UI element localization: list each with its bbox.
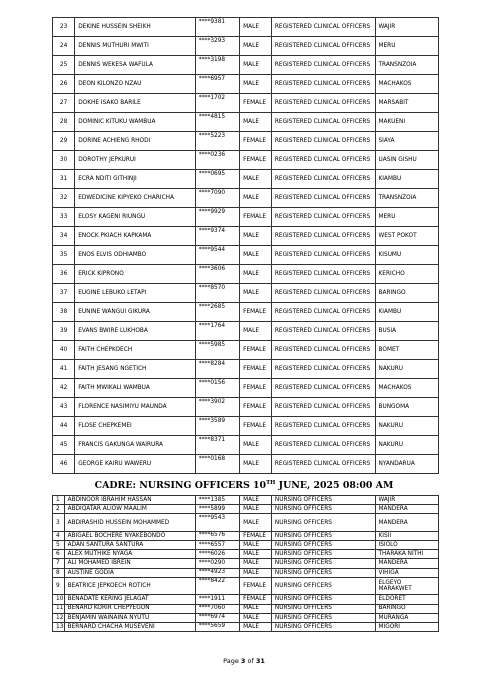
table-row (53, 303, 439, 322)
page-footer (0, 657, 488, 665)
candidate-name: ABDINOOR IBRAHIM HASSAN (64, 496, 195, 505)
row-number: 31 (53, 170, 75, 189)
row-number: 45 (53, 436, 75, 455)
row-number: 5 (53, 541, 65, 550)
candidate-id: ****3589 (195, 417, 239, 436)
candidate-gender: FEMALE (240, 577, 272, 595)
row-number: 38 (53, 303, 75, 322)
candidate-county: ELDORET (375, 595, 439, 604)
row-number: 42 (53, 379, 75, 398)
candidate-county: ISIOLO (375, 541, 439, 550)
cadre-heading-ordinal: TH (266, 480, 276, 486)
candidate-name: AUSTINE GODIA (64, 568, 195, 577)
table-row (53, 360, 439, 379)
table-row (53, 379, 439, 398)
candidate-name: FAITH MWIKALI WAMBUA (75, 379, 196, 398)
candidate-name: DOMINIC KITUKU WAMBUA (75, 113, 196, 132)
candidate-gender: MALE (240, 455, 272, 474)
row-number: 13 (53, 622, 65, 631)
candidate-gender: MALE (240, 18, 272, 37)
table-row (53, 550, 439, 559)
candidate-id: ****4923 (195, 568, 239, 577)
candidate-id: ****3902 (195, 398, 239, 417)
candidate-cadre: NURSING OFFICERS (271, 514, 375, 532)
candidate-id: ****0290 (195, 559, 239, 568)
candidate-name: BENJAMIN WAINAINA NYUTU (64, 613, 195, 622)
candidate-gender: MALE (240, 246, 272, 265)
row-number: 12 (53, 613, 65, 622)
candidate-name: DEON KILONZO NZAU (75, 75, 196, 94)
table-row (53, 75, 439, 94)
row-number: 27 (53, 94, 75, 113)
candidate-gender: MALE (240, 559, 272, 568)
candidate-gender: FEMALE (240, 360, 272, 379)
candidate-id: ****6026 (195, 550, 239, 559)
candidate-id: ****6957 (195, 75, 239, 94)
candidate-cadre: REGISTERED CLINICAL OFFICERS (271, 227, 375, 246)
candidate-county: BUSIA (375, 322, 439, 341)
candidate-gender: FEMALE (240, 151, 272, 170)
candidate-gender: MALE (240, 496, 272, 505)
candidate-cadre: REGISTERED CLINICAL OFFICERS (271, 151, 375, 170)
candidate-county: KIAMBU (375, 170, 439, 189)
candidate-cadre: NURSING OFFICERS (271, 577, 375, 595)
candidate-name: ECRA NDITI GITHINJI (75, 170, 196, 189)
candidate-id: ****1385 (195, 496, 239, 505)
table-row (53, 568, 439, 577)
candidate-county: BARINGO (375, 284, 439, 303)
row-number: 43 (53, 398, 75, 417)
page-label: Page (223, 657, 241, 665)
candidate-cadre: REGISTERED CLINICAL OFFICERS (271, 303, 375, 322)
candidate-name: BERNARD CHACHA MUSEVENI (64, 622, 195, 631)
row-number: 9 (53, 577, 65, 595)
candidate-gender: MALE (240, 550, 272, 559)
candidate-name: ABIGAEL BOCHERE NYAKEBONDO (64, 531, 195, 540)
candidate-name: BENADATE KERING JELAGAT (64, 595, 195, 604)
candidate-cadre: NURSING OFFICERS (271, 622, 375, 631)
table-row (53, 531, 439, 540)
candidate-cadre: NURSING OFFICERS (271, 568, 375, 577)
candidate-id: ****1702 (195, 94, 239, 113)
table-row (53, 132, 439, 151)
candidate-cadre: REGISTERED CLINICAL OFFICERS (271, 284, 375, 303)
candidate-id: ****5985 (195, 341, 239, 360)
candidate-id: ****9374 (195, 227, 239, 246)
candidate-gender: FEMALE (240, 531, 272, 540)
candidate-name: EUNINE WANGUI GIKURA (75, 303, 196, 322)
candidate-county: MERU (375, 208, 439, 227)
candidate-id: ****6557 (195, 541, 239, 550)
row-number: 23 (53, 18, 75, 37)
candidate-name: FAITH CHEPKOECH (75, 341, 196, 360)
table-row (53, 37, 439, 56)
candidate-name: BENARD KORIR CHEPYEGON (64, 604, 195, 613)
candidate-cadre: REGISTERED CLINICAL OFFICERS (271, 379, 375, 398)
candidate-name: ABDIRASHID HUSSEIN MOHAMMED (64, 514, 195, 532)
candidate-id: ****0236 (195, 151, 239, 170)
candidate-gender: MALE (240, 56, 272, 75)
row-number: 39 (53, 322, 75, 341)
candidate-gender: MALE (240, 189, 272, 208)
candidate-gender: MALE (240, 436, 272, 455)
row-number: 28 (53, 113, 75, 132)
candidate-id: ****7090 (195, 189, 239, 208)
candidate-county: TRANSNZOIA (375, 56, 439, 75)
table-row (53, 322, 439, 341)
row-number: 29 (53, 132, 75, 151)
row-number: 46 (53, 455, 75, 474)
candidate-county: MIGORI (375, 622, 439, 631)
candidate-gender: MALE (240, 541, 272, 550)
page-of-label: of (245, 657, 256, 665)
candidate-county: SIAYA (375, 132, 439, 151)
candidate-id: ****8284 (195, 360, 239, 379)
candidate-gender: FEMALE (240, 94, 272, 113)
candidate-county: VIHIGA (375, 568, 439, 577)
candidate-cadre: REGISTERED CLINICAL OFFICERS (271, 246, 375, 265)
table-row (53, 113, 439, 132)
table-row (53, 151, 439, 170)
candidate-id: ****4815 (195, 113, 239, 132)
candidate-cadre: REGISTERED CLINICAL OFFICERS (271, 37, 375, 56)
candidate-county: KISUMU (375, 246, 439, 265)
row-number: 6 (53, 550, 65, 559)
candidate-gender: MALE (240, 75, 272, 94)
candidate-cadre: NURSING OFFICERS (271, 550, 375, 559)
candidate-gender: MALE (240, 265, 272, 284)
candidate-county: KIAMBU (375, 303, 439, 322)
table-row (53, 577, 439, 595)
candidate-county: MACHAKOS (375, 75, 439, 94)
candidate-cadre: REGISTERED CLINICAL OFFICERS (271, 360, 375, 379)
table-row (53, 189, 439, 208)
row-number: 24 (53, 37, 75, 56)
candidate-cadre: REGISTERED CLINICAL OFFICERS (271, 322, 375, 341)
candidate-gender: FEMALE (240, 303, 272, 322)
candidate-gender: MALE (240, 322, 272, 341)
candidate-name: DOROTHY JEPKURUI (75, 151, 196, 170)
table-row (53, 505, 439, 514)
row-number: 10 (53, 595, 65, 604)
row-number: 2 (53, 505, 65, 514)
candidate-gender: FEMALE (240, 417, 272, 436)
candidate-county: MANDERA (375, 559, 439, 568)
candidate-id: ****5899 (195, 505, 239, 514)
row-number: 37 (53, 284, 75, 303)
candidate-name: ELOSY KAGENI RIUNGU (75, 208, 196, 227)
row-number: 34 (53, 227, 75, 246)
table-row (53, 559, 439, 568)
row-number: 11 (53, 604, 65, 613)
table-row (53, 341, 439, 360)
candidate-county: NAKURU (375, 417, 439, 436)
candidate-cadre: REGISTERED CLINICAL OFFICERS (271, 398, 375, 417)
candidate-id: ****0156 (195, 379, 239, 398)
candidate-county: NAKURU (375, 436, 439, 455)
candidate-gender: MALE (240, 568, 272, 577)
candidate-id: ****5223 (195, 132, 239, 151)
table-row (53, 246, 439, 265)
candidate-name: ENOCK PKIACH KAPKAMA (75, 227, 196, 246)
page-total: 31 (255, 657, 265, 665)
candidate-gender: MALE (240, 227, 272, 246)
candidate-name: EUGINE LEBUKO LETAPI (75, 284, 196, 303)
candidate-cadre: NURSING OFFICERS (271, 559, 375, 568)
table-row (53, 417, 439, 436)
row-number: 40 (53, 341, 75, 360)
candidate-id: ****6974 (195, 613, 239, 622)
candidate-gender: MALE (240, 613, 272, 622)
candidate-county: BUNGOMA (375, 398, 439, 417)
candidate-county: THARAKA NITHI (375, 550, 439, 559)
candidate-cadre: NURSING OFFICERS (271, 613, 375, 622)
candidate-id: ****7060 (195, 604, 239, 613)
candidate-county: MAKUENI (375, 113, 439, 132)
candidate-id: ****5659 (195, 622, 239, 631)
row-number: 32 (53, 189, 75, 208)
candidate-name: ALI MOHAMED IBREIN (64, 559, 195, 568)
cadre-heading (0, 480, 488, 491)
cadre-heading-text: CADRE: NURSING OFFICERS 10 (94, 480, 267, 492)
candidate-id: ****8422 (195, 577, 239, 595)
candidate-gender: MALE (240, 284, 272, 303)
candidate-county: MANDERA (375, 505, 439, 514)
candidate-name: EDWEDICINE KIPYEKO CHARICHA (75, 189, 196, 208)
candidate-cadre: REGISTERED CLINICAL OFFICERS (271, 436, 375, 455)
candidate-name: FLOSE CHEPKEMEI (75, 417, 196, 436)
candidate-county: BOMET (375, 341, 439, 360)
candidate-id: ****1764 (195, 322, 239, 341)
candidate-id: ****9544 (195, 246, 239, 265)
candidate-county: BARINGO (375, 604, 439, 613)
table-row (53, 208, 439, 227)
candidate-county: MACHAKOS (375, 379, 439, 398)
candidate-name: ENOS ELVIS ODHIAMBO (75, 246, 196, 265)
candidate-cadre: REGISTERED CLINICAL OFFICERS (271, 113, 375, 132)
row-number: 3 (53, 514, 65, 532)
candidate-name: ABDIQATAR ALIOW MAALIM (64, 505, 195, 514)
candidate-gender: MALE (240, 622, 272, 631)
candidate-cadre: REGISTERED CLINICAL OFFICERS (271, 170, 375, 189)
row-number: 36 (53, 265, 75, 284)
candidate-name: BEATRICE JEPKOECH ROTICH (64, 577, 195, 595)
candidate-county: UASIN GISHU (375, 151, 439, 170)
row-number: 8 (53, 568, 65, 577)
candidate-cadre: REGISTERED CLINICAL OFFICERS (271, 189, 375, 208)
candidate-name: ALEX MUTHIKE NYAGA (64, 550, 195, 559)
candidate-cadre: REGISTERED CLINICAL OFFICERS (271, 56, 375, 75)
candidate-name: DOKHE ISAKO BARILE (75, 94, 196, 113)
candidate-name: FLORENCE NASIMIYU MAUNDA (75, 398, 196, 417)
candidate-gender: MALE (240, 113, 272, 132)
row-number: 44 (53, 417, 75, 436)
candidate-name: GEORGE KAIRU WAWERU (75, 455, 196, 474)
table-row (53, 94, 439, 113)
candidate-gender: MALE (240, 37, 272, 56)
candidate-gender: FEMALE (240, 341, 272, 360)
table-row (53, 170, 439, 189)
candidate-gender: MALE (240, 514, 272, 532)
candidate-id: ****0168 (195, 455, 239, 474)
candidate-id: ****9929 (195, 208, 239, 227)
candidate-cadre: NURSING OFFICERS (271, 541, 375, 550)
row-number: 4 (53, 531, 65, 540)
candidate-cadre: NURSING OFFICERS (271, 595, 375, 604)
candidate-gender: FEMALE (240, 379, 272, 398)
row-number: 1 (53, 496, 65, 505)
row-number: 7 (53, 559, 65, 568)
candidate-county: MURANGA (375, 613, 439, 622)
candidate-cadre: NURSING OFFICERS (271, 505, 375, 514)
candidate-name: FAITH JESANG NGETICH (75, 360, 196, 379)
candidate-county: TRANSNZOIA (375, 189, 439, 208)
candidate-id: ****3198 (195, 56, 239, 75)
candidate-gender: FEMALE (240, 398, 272, 417)
nursing-officers-table-body (53, 496, 439, 632)
candidate-name: DENNIS MUTHURI MWITI (75, 37, 196, 56)
candidate-gender: FEMALE (240, 132, 272, 151)
table-row (53, 595, 439, 604)
candidate-id: ****2685 (195, 303, 239, 322)
candidate-county: MANDERA (375, 514, 439, 532)
candidate-cadre: REGISTERED CLINICAL OFFICERS (271, 18, 375, 37)
table-row (53, 613, 439, 622)
table-row (53, 496, 439, 505)
candidate-cadre: REGISTERED CLINICAL OFFICERS (271, 341, 375, 360)
candidate-id: ****8371 (195, 436, 239, 455)
row-number: 25 (53, 56, 75, 75)
candidate-cadre: REGISTERED CLINICAL OFFICERS (271, 94, 375, 113)
table-row (53, 18, 439, 37)
candidate-cadre: REGISTERED CLINICAL OFFICERS (271, 208, 375, 227)
candidate-county: MERU (375, 37, 439, 56)
candidate-cadre: NURSING OFFICERS (271, 604, 375, 613)
candidate-county: ELGEYO MARAKWET (375, 577, 439, 595)
candidate-cadre: REGISTERED CLINICAL OFFICERS (271, 265, 375, 284)
candidate-id: ****6576 (195, 531, 239, 540)
candidate-cadre: REGISTERED CLINICAL OFFICERS (271, 455, 375, 474)
table-row (53, 604, 439, 613)
candidate-name: ADAN SANTURA SANTURA (64, 541, 195, 550)
row-number: 35 (53, 246, 75, 265)
table-row (53, 541, 439, 550)
table-row (53, 398, 439, 417)
table-row (53, 455, 439, 474)
table-row (53, 622, 439, 631)
row-number: 41 (53, 360, 75, 379)
candidate-cadre: NURSING OFFICERS (271, 496, 375, 505)
clinical-officers-table-body (53, 18, 439, 474)
row-number: 30 (53, 151, 75, 170)
nursing-officers-table (52, 495, 439, 632)
candidate-id: ****9381 (195, 18, 239, 37)
candidate-id: ****3606 (195, 265, 239, 284)
table-row (53, 436, 439, 455)
row-number: 33 (53, 208, 75, 227)
table-row (53, 227, 439, 246)
candidate-county: WAJIR (375, 18, 439, 37)
candidate-cadre: REGISTERED CLINICAL OFFICERS (271, 75, 375, 94)
candidate-gender: FEMALE (240, 595, 272, 604)
candidate-gender: MALE (240, 170, 272, 189)
candidate-county: WEST POKOT (375, 227, 439, 246)
clinical-officers-table (52, 17, 439, 474)
candidate-gender: FEMALE (240, 208, 272, 227)
row-number: 26 (53, 75, 75, 94)
candidate-gender: MALE (240, 505, 272, 514)
candidate-name: EVANS BWIRE LUKHOBA (75, 322, 196, 341)
cadre-heading-date: JUNE, 2025 08:00 AM (275, 480, 394, 492)
candidate-id: ****3293 (195, 37, 239, 56)
candidate-cadre: REGISTERED CLINICAL OFFICERS (271, 132, 375, 151)
candidate-county: KERICHO (375, 265, 439, 284)
candidate-name: FRANCIS GAKUNGA WAIRURA (75, 436, 196, 455)
candidate-county: NAKURU (375, 360, 439, 379)
candidate-county: WAJIR (375, 496, 439, 505)
candidate-id: ****0695 (195, 170, 239, 189)
table-row (53, 265, 439, 284)
table-row (53, 284, 439, 303)
candidate-county: KISII (375, 531, 439, 540)
candidate-id: ****9543 (195, 514, 239, 532)
candidate-cadre: REGISTERED CLINICAL OFFICERS (271, 417, 375, 436)
candidate-county: NYANDARUA (375, 455, 439, 474)
candidate-id: ****8570 (195, 284, 239, 303)
candidate-name: DEKINE HUSSEIN SHEIKH (75, 18, 196, 37)
candidate-name: ERICK KIPRONO (75, 265, 196, 284)
table-row (53, 514, 439, 532)
table-row (53, 56, 439, 75)
candidate-name: DENNIS WEKESA WAFULA (75, 56, 196, 75)
candidate-cadre: NURSING OFFICERS (271, 531, 375, 540)
page-number: 3 (240, 657, 246, 665)
candidate-name: DORINE ACHIENG RHODI (75, 132, 196, 151)
candidate-gender: MALE (240, 604, 272, 613)
candidate-county: MARSABIT (375, 94, 439, 113)
candidate-id: ****1911 (195, 595, 239, 604)
